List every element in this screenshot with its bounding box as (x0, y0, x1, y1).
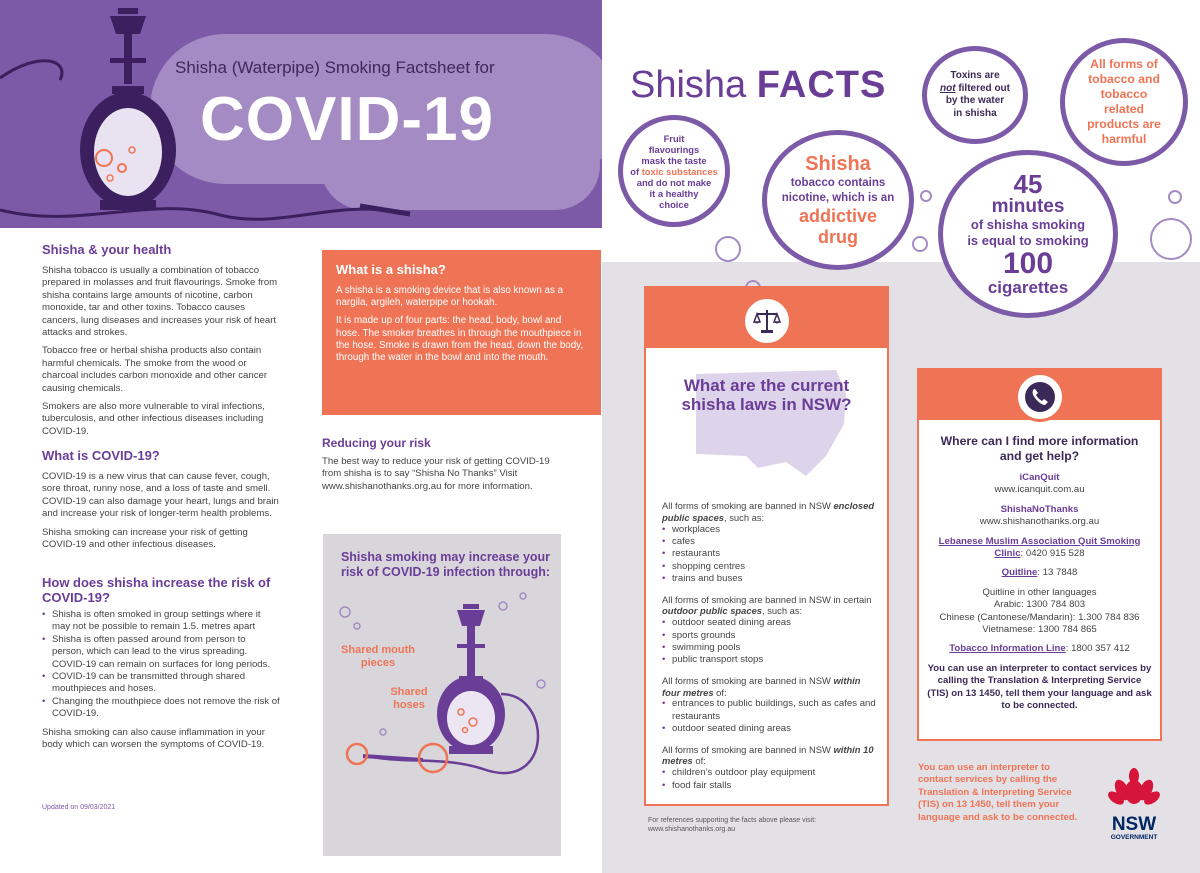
health-paragraph-1: Shisha tobacco is usually a combination of tobacco prepared in molasses and fruit flavourings. Smoke from shisha contains large amounts of nicotine, carbon monoxide, tar and other toxins. Tobacco causes cancers, lung diseases and increases your risk of heart attacks and strokes. (42, 265, 278, 339)
quitline-contact (927, 567, 1152, 579)
fact-emphasis: addictive (798, 206, 878, 226)
decorative-ring (912, 236, 928, 252)
list-item: • shopping centres (662, 561, 877, 573)
risk-increase-list (42, 609, 280, 721)
laws-list-4 (662, 767, 877, 792)
shishanothanks-link[interactable]: www.shishanothanks.org.au (979, 516, 1100, 528)
fact-text: Toxins are (950, 70, 1000, 81)
interpreter-note: You can use an interpreter to contact services by calling the Translation & Interpreting Service (TIS) on 13 1450, tell them your language and ask to be connected. (927, 662, 1152, 712)
decorative-ring (1168, 190, 1182, 204)
tobacco-info-phone[interactable]: : 1800 357 412 (1065, 643, 1130, 655)
what-is-shisha-paragraph-1: A shisha is a smoking device that is also known as a nargila, argileh, waterpipe or hookah. (336, 285, 564, 309)
list-item: • public transport stops (662, 654, 877, 666)
lma-phone[interactable]: : 0420 915 528 (1020, 548, 1085, 560)
fact-text: by the water (945, 95, 1005, 106)
fact-emphasis: cigarettes (987, 277, 1069, 297)
banner-title: COVID-19 (200, 85, 494, 154)
fact-fruit-circle (618, 115, 730, 227)
decorative-ring (715, 236, 741, 262)
law-text: , such as: (762, 605, 803, 617)
fact-text: it a healthy (649, 187, 699, 199)
reducing-risk-heading: Reducing your risk (322, 436, 431, 450)
health-section (42, 242, 280, 438)
references-note: For references supporting the facts above please visit: www.shishanothanks.org.au (648, 817, 817, 833)
icanquit-name: iCanQuit (1019, 472, 1060, 483)
laws-section-2 (662, 594, 877, 618)
fact-toxins-circle (922, 46, 1028, 144)
fact-text: choice (659, 198, 689, 210)
laws-body (662, 500, 877, 792)
tobacco-info-line (927, 643, 1152, 655)
facts-title-a: Shisha (630, 64, 747, 106)
shishanothanks-name: ShishaNoThanks (1000, 503, 1079, 515)
what-is-shisha-paragraph-2: It is made up of four parts: the head, body, bowl and hose. The smoker breathes in through the mouthpiece in the hose. Smoke is drawn from the head, down the body, through the water in the bowl and into the mouth. (336, 315, 584, 364)
fact-text: mask the taste (641, 154, 707, 166)
tobacco-info-name: Tobacco Information Line (949, 643, 1066, 655)
reducing-risk-paragraph: The best way to reduce your risk of getting COVID-19 from shisha is to say “Shisha No Thanks” Visit www.shishanothanks.org.au for more information. (322, 456, 550, 492)
fact-emphasis: 100 (1002, 246, 1054, 280)
fact-text: nicotine, which is an (781, 192, 895, 204)
arabic-line[interactable]: Arabic: 1300 784 803 (993, 599, 1086, 611)
laws-section-1 (662, 500, 877, 524)
fact-text: Fruit (663, 132, 685, 144)
law-emphasis: enclosed public spaces (662, 500, 875, 523)
list-item: • entrances to public buildings, such as cafes and restaurants (662, 698, 877, 723)
fact-text: is equal to smoking (967, 232, 1089, 248)
covid-section (42, 448, 280, 551)
laws-heading: What are the current shisha laws in NSW? (681, 376, 852, 414)
waratah-icon (1108, 768, 1160, 810)
law-text: of: (713, 686, 727, 698)
covid-paragraph-1: COVID-19 is a new virus that can cause fever, cough, sore throat, runny nose, and a loss of taste and smell. COVID-19 can also damage your heart, lungs and brain and increase your risk of longer-term health problems. (42, 471, 279, 520)
chinese-line[interactable]: Chinese (Cantonese/Mandarin): 1.300 784 836 (939, 611, 1140, 623)
covid-heading: What is COVID-19? (42, 448, 160, 463)
decorative-ring (920, 190, 932, 202)
fact-minutes-circle (938, 150, 1118, 318)
law-emphasis: outdoor public spaces (662, 605, 763, 617)
quitline-phone[interactable]: : 13 7848 (1037, 567, 1078, 579)
facts-title-b: FACTS (756, 64, 887, 106)
fact-text: in shisha (953, 107, 997, 119)
what-is-shisha-heading: What is a shisha? (336, 262, 446, 277)
list-item: • cafes (662, 536, 877, 548)
law-text: All forms of smoking are banned in NSW (662, 743, 831, 755)
fact-text: All forms of tobacco and tobacco related products are harmful (1087, 57, 1161, 146)
fact-text: flavourings (648, 143, 700, 155)
covid-paragraph-2: Shisha smoking can increase your risk of getting COVID-19 and other infectious diseases. (42, 526, 248, 551)
fact-text: of shisha smoking (970, 216, 1086, 232)
list-item: • sports grounds (662, 630, 877, 642)
list-item: • children’s outdoor play equipment (662, 767, 877, 779)
help-card (917, 368, 1162, 741)
list-item: • restaurants (662, 548, 877, 560)
icanquit-link[interactable]: www.icanquit.com.au (994, 484, 1085, 496)
risk-increase-heading: How does shisha increase the risk of COVID-19? (42, 575, 271, 605)
list-item: • trains and buses (662, 573, 877, 585)
health-paragraph-2: Tobacco free or herbal shisha products also contain harmful chemicals. The smoke from the wood or charcoal includes carbon monoxide and other cancer causing chemicals. (42, 345, 268, 394)
shisha-hose-illustration (323, 534, 561, 856)
fact-emphasis: minutes (991, 195, 1065, 217)
what-is-shisha-box (322, 250, 601, 415)
decorative-ring (1150, 218, 1192, 260)
other-languages-label: Quitline in other languages (982, 586, 1097, 598)
law-emphasis: within four metres (662, 674, 861, 698)
laws-list-2 (662, 617, 877, 667)
lma-name: Lebanese Muslim Association Quit Smoking Clinic (938, 535, 1141, 560)
shared-mouth-pieces-label: Shared mouth pieces (341, 644, 415, 669)
list-item: • outdoor seated dining areas (662, 723, 877, 735)
fact-all-forms-circle (1060, 38, 1188, 166)
icanquit-contact (927, 472, 1152, 497)
phone-icon (1015, 372, 1065, 422)
infection-risk-illustration (323, 534, 561, 856)
quitline-name: Quitline (1001, 567, 1038, 579)
laws-list-3 (662, 698, 877, 735)
laws-section-4 (662, 744, 877, 768)
lma-contact (927, 536, 1152, 561)
list-item: • workplaces (662, 524, 877, 536)
nsw-wordmark: NSW (1111, 814, 1157, 835)
fact-nicotine-circle (762, 130, 914, 270)
fact-emphasis: drug (818, 227, 858, 247)
list-item: • Shisha is often smoked in group settings where it may not be possible to remain 1.5. metres apart (42, 609, 280, 634)
law-emphasis: within 10 metres (662, 743, 874, 767)
law-text: All forms of smoking are banned in NSW in certain (662, 593, 872, 605)
list-item: • swimming pools (662, 642, 877, 654)
fact-emphasis: not (940, 82, 956, 94)
nsw-government-label: GOVERNMENT (1110, 834, 1158, 841)
list-item: • food fair stalls (662, 780, 877, 792)
laws-section-3 (662, 675, 877, 699)
list-item: • Shisha is often passed around from person to person, which can lead to the virus spreading. COVID-19 can remain on surfaces for long periods. (42, 634, 280, 671)
fact-text: filtered out (958, 82, 1010, 94)
help-heading: Where can I find more information and get help? (940, 434, 1139, 463)
interpreter-note-orange: You can use an interpreter to contact services by calling the Translation & Interpreting Service (TIS) on 13 1450, tell them your language and ask to be connected. (918, 762, 1078, 823)
health-heading: Shisha & your health (42, 242, 172, 257)
laws-list-1 (662, 524, 877, 586)
help-contacts (927, 472, 1152, 713)
title-banner (0, 0, 602, 228)
laws-card (644, 286, 889, 806)
law-text: of: (692, 755, 706, 767)
scales-icon (742, 296, 792, 346)
fact-emphasis: toxic substances (641, 165, 718, 177)
infection-risk-heading: Shisha smoking may increase your risk of COVID-19 infection through: (340, 550, 551, 579)
vietnamese-line[interactable]: Vietnamese: 1300 784 865 (982, 624, 1097, 636)
fact-emphasis: Shisha (805, 153, 871, 175)
health-paragraph-3: Smokers are also more vulnerable to viral infections, tuberculosis, and other infectious diseases including COVID-19. (42, 401, 265, 437)
list-item: • outdoor seated dining areas (662, 617, 877, 629)
fact-text: and do not make (636, 176, 712, 188)
banner-subtitle: Shisha (Waterpipe) Smoking Factsheet for (175, 58, 495, 77)
shared-hoses-label: Shared hoses (390, 686, 428, 711)
fact-text: tobacco contains (790, 177, 886, 189)
updated-date: Updated on 09/03/2021 (42, 804, 116, 811)
fact-emphasis: 45 (1013, 168, 1043, 199)
reducing-risk-section (322, 436, 562, 493)
risk-increase-paragraph: Shisha smoking can also cause inflammation in your body which can worsen the symptoms of COVID-19. (42, 726, 265, 751)
facts-title (630, 64, 886, 107)
risk-increase-section (42, 575, 280, 751)
nsw-government-logo (1103, 768, 1165, 841)
other-languages (927, 587, 1152, 637)
fact-text: of (630, 165, 640, 177)
shishanothanks-contact (927, 504, 1152, 529)
law-text: All forms of smoking are banned in NSW (662, 500, 831, 511)
law-text: , such as: (724, 511, 765, 523)
law-text: All forms of smoking are banned in NSW (662, 674, 831, 686)
list-item: • Changing the mouthpiece does not remove the risk of COVID-19. (42, 696, 280, 721)
list-item: • COVID-19 can be transmitted through shared mouthpieces and hoses. (42, 671, 280, 696)
